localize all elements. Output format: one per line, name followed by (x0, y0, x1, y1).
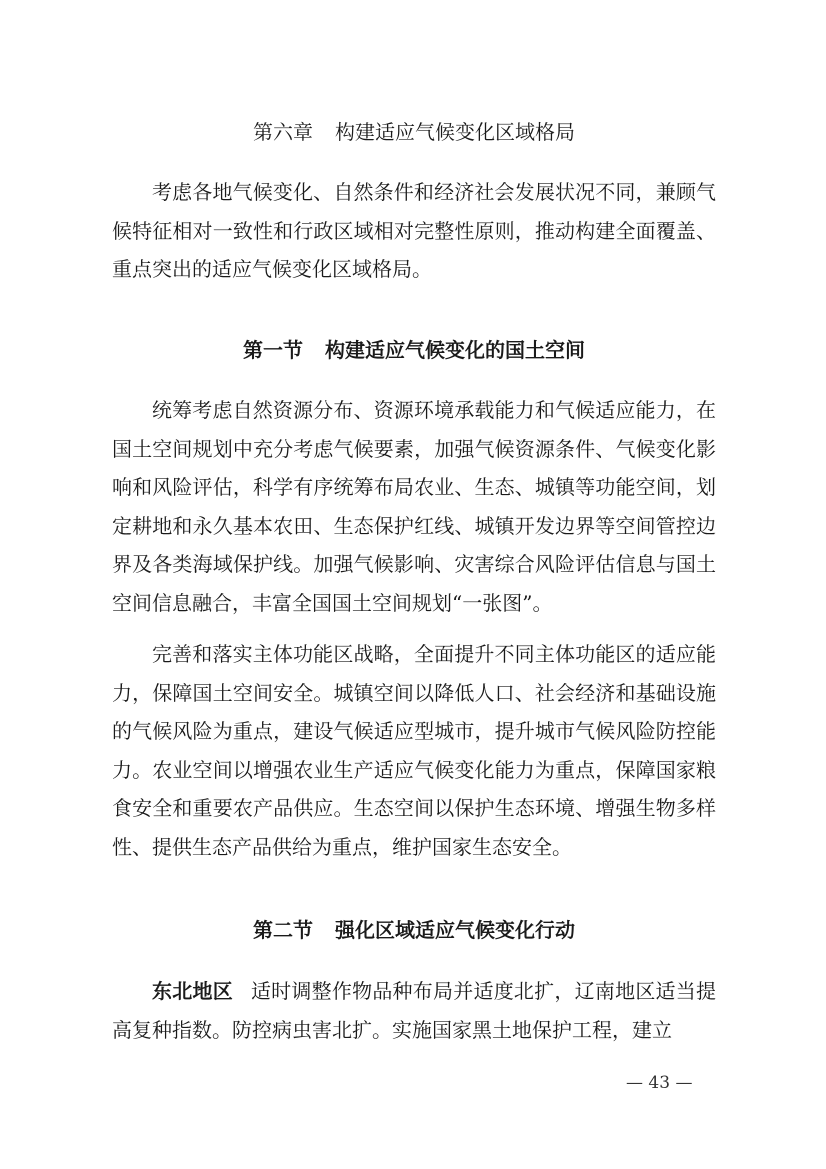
section-2-number: 第二节 (253, 918, 313, 942)
section-1-title: 构建适应气候变化的国土空间 (325, 338, 585, 362)
chapter-title: 构建适应气候变化区域格局 (335, 120, 575, 144)
region-label: 东北地区 (152, 979, 233, 1003)
region-text: 适时调整作物品种布局并适度北扩，辽南地区适当提高复种指数。防控病虫害北扩。实施国家黑土地保护工程，建立 (112, 979, 717, 1042)
section-2-paragraph (112, 972, 716, 1049)
section-1-heading (112, 336, 716, 364)
chapter-heading (112, 118, 716, 146)
intro-paragraph: 考虑各地气候变化、自然条件和经济社会发展状况不同，兼顾气候特征相对一致性和行政区域相对完整性原则，推动构建全面覆盖、重点突出的适应气候变化区域格局。 (112, 180, 716, 282)
section-1-paragraph-1: 统筹考虑自然资源分布、资源环境承载能力和气候适应能力，在国土空间规划中充分考虑气候要素，加强气候资源条件、气候变化影响和风险评估，科学有序统筹布局农业、生态、城镇等功能空间，划定耕地和永久基本农田、生态保护红线、城镇开发边界等空间管控边界及各类海域保护线。加强气候影响、灾害综合风险评估信息与国土空间信息融合，丰富全国国土空间规划“一张图”。 (112, 398, 716, 615)
section-2-heading (112, 916, 716, 944)
page-number: — 43 — (626, 1073, 693, 1093)
section-1-paragraph-2: 完善和落实主体功能区战略，全面提升不同主体功能区的适应能力，保障国土空间安全。城镇空间以降低人口、社会经济和基础设施的气候风险为重点，建设气候适应型城市，提升城市气候风险防控能力。农业空间以增强农业生产适应气候变化能力为重点，保障国家粮食安全和重要农产品供应。生态空间以保护生态环境、增强生物多样性、提供生态产品供给为重点，维护国家生态安全。 (112, 642, 716, 859)
section-2-title: 强化区域适应气候变化行动 (335, 918, 575, 942)
chapter-number: 第六章 (253, 120, 313, 144)
section-1-number: 第一节 (243, 338, 303, 362)
